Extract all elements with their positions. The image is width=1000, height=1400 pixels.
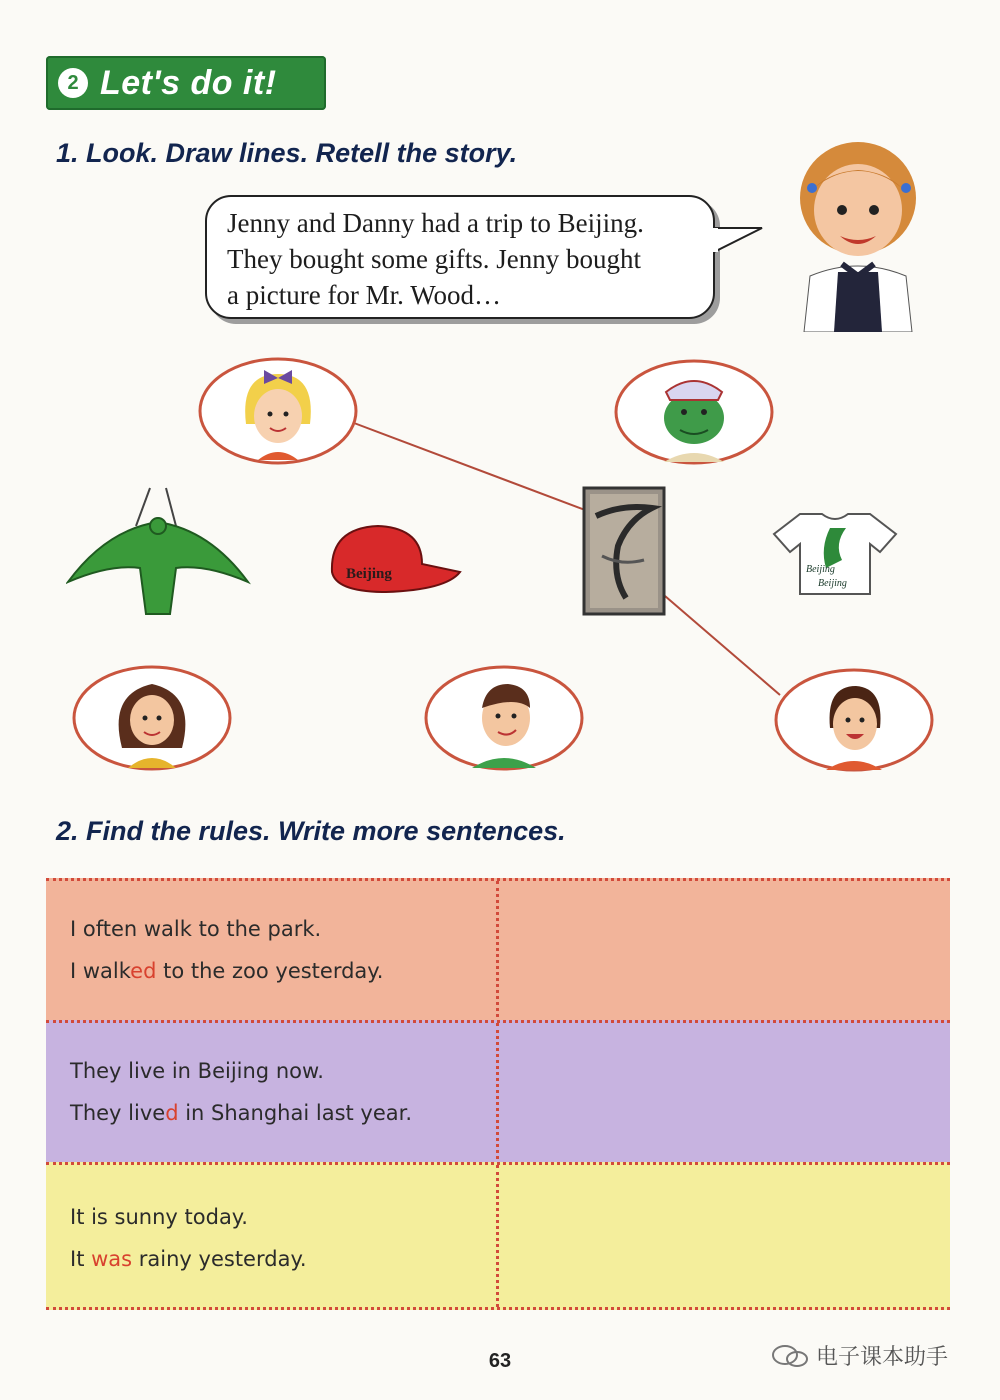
task2-instruction: 2. Find the rules. Write more sentences. [56, 816, 566, 846]
li-ming-portrait [774, 668, 934, 772]
wechat-icon [770, 1343, 810, 1369]
table-row [46, 1020, 950, 1165]
danny-dinosaur-portrait [614, 358, 774, 466]
speech-line: They bought some gifts. Jenny bought [227, 244, 641, 274]
highlighted-ending: ed [130, 959, 157, 983]
boy-portrait [424, 664, 584, 772]
t-shirt-text: Beijing [806, 564, 835, 575]
highlighted-ending: was [91, 1247, 133, 1271]
example-sentence: I often walk to the park. [70, 917, 322, 941]
highlighted-ending: d [165, 1101, 179, 1125]
section-title: Let's do it! [100, 63, 277, 102]
example-sentence: I walked to the zoo yesterday. [70, 959, 384, 983]
page-number: 63 [488, 1350, 512, 1372]
table-row [46, 1162, 950, 1310]
example-sentence: They lived in Shanghai last year. [70, 1101, 413, 1125]
t-shirt-illustration [770, 508, 900, 598]
rules-table [46, 878, 950, 1304]
example-sentence: They live in Beijing now. [70, 1059, 324, 1083]
kite-illustration [66, 484, 252, 620]
speech-line: Jenny and Danny had a trip to Beijing. [227, 208, 644, 238]
example-cell [46, 1165, 499, 1307]
picture-gift-illustration [582, 486, 666, 616]
t-shirt-text: Beijing [818, 578, 847, 589]
cap-text: Beijing [346, 566, 392, 582]
speech-line: a picture for Mr. Wood… [227, 280, 502, 310]
watermark [770, 1340, 948, 1371]
section-number: 2 [58, 68, 88, 98]
kim-portrait [72, 664, 232, 772]
table-row [46, 878, 950, 1023]
answer-cell[interactable] [499, 1023, 950, 1165]
example-cell [46, 881, 499, 1023]
jenny-portrait [198, 356, 358, 466]
watermark-text: 电子课本助手 [816, 1345, 949, 1370]
cap-illustration [326, 520, 466, 596]
example-cell [46, 1023, 499, 1165]
example-sentence: It was rainy yesterday. [70, 1247, 307, 1271]
example-sentence: It is sunny today. [70, 1205, 248, 1229]
answer-cell[interactable] [499, 1165, 950, 1307]
answer-cell[interactable] [499, 881, 950, 1023]
task1-instruction: 1. Look. Draw lines. Retell the story. [56, 138, 518, 168]
